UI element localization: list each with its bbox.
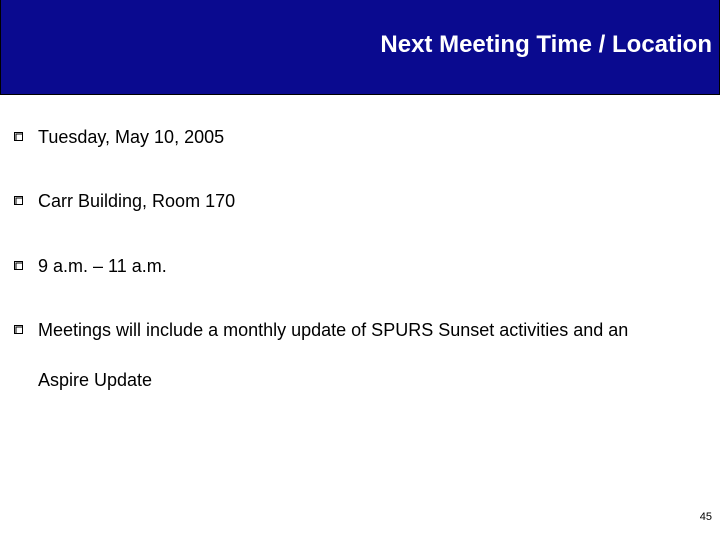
hollow-square-bullet-icon [14, 196, 23, 205]
bullet-item-time [14, 254, 167, 278]
hollow-square-bullet-icon [14, 325, 23, 334]
bullet-item-location [14, 189, 235, 213]
bullet-text: 9 a.m. – 11 a.m. [38, 256, 167, 276]
bullet-text: Carr Building, Room 170 [38, 191, 236, 211]
title-bar [0, 0, 720, 95]
slide-title: Next Meeting Time / Location [380, 31, 712, 58]
bullet-text: Meetings will include a monthly update of SPURS Sunset activities and an Aspire Update [38, 320, 629, 390]
hollow-square-bullet-icon [14, 132, 23, 141]
bullet-text: Tuesday, May 10, 2005 [38, 127, 225, 147]
bullet-item-date [14, 125, 224, 149]
page-number: 45 [699, 511, 712, 523]
hollow-square-bullet-icon [14, 261, 23, 270]
bullet-item-agenda [14, 318, 678, 405]
